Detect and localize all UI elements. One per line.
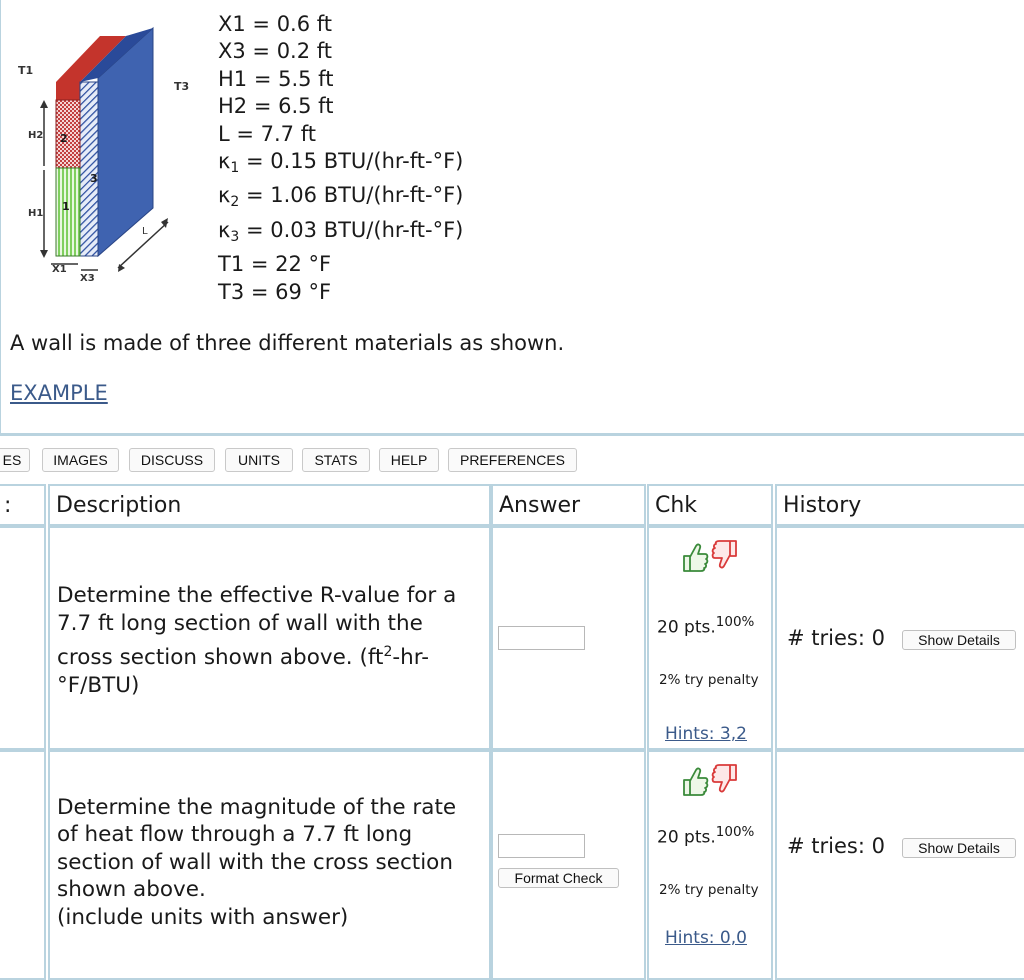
thumbs-up-icon[interactable] [679, 538, 709, 574]
row1-answer-input[interactable] [498, 626, 585, 650]
format-check-button[interactable]: Format Check [498, 868, 619, 888]
row2-desc-line: shown above. [57, 877, 206, 903]
row2-description [48, 750, 491, 980]
row1-description: Determine the effective R-value for a 7.7 ft long section of wall with the cross section shown above. $(ft^2-hr-^\circ F/BTU)$ [48, 526, 491, 750]
row1-show-details-button[interactable]: Show Details [902, 630, 1016, 650]
row2-show-details-button[interactable]: Show Details [902, 838, 1016, 858]
row2-try-penalty: 2% try penalty [659, 882, 759, 898]
wall-diagram [18, 18, 190, 293]
fig-label-h1: H1 [28, 208, 44, 219]
header-part: : [0, 484, 46, 526]
header-chk: Chk [647, 484, 773, 526]
tab-notes[interactable]: ES [0, 448, 30, 472]
row2-history-cell [775, 750, 1024, 980]
row1-chk-cell [647, 526, 773, 750]
question-table [0, 484, 1024, 978]
row2-answer-input[interactable] [498, 834, 585, 858]
fig-label-l: L [142, 226, 148, 237]
row2-desc-line: Determine the magnitude of the rate [57, 795, 457, 820]
given-k3: $\kappa_3 = 0.03$ BTU/(hr-ft-°F) [218, 217, 464, 245]
example-link[interactable]: EXAMPLE [10, 381, 108, 405]
row2-part-cell [0, 750, 46, 980]
row2-chk-cell [647, 750, 773, 980]
header-description: Description [48, 484, 491, 526]
given-t1: T1 = 22 °F [218, 252, 332, 277]
given-h2: H2 = 6.5 ft [218, 94, 334, 119]
tab-units[interactable]: UNITS [225, 448, 293, 472]
row2-tries: # tries: 0 [787, 834, 885, 858]
row1-hints-link[interactable]: Hints: 3,2 [665, 724, 747, 744]
row1-history-cell [775, 526, 1024, 750]
tab-discuss[interactable]: DISCUSS [129, 448, 215, 472]
given-k1: $\kappa_1 = 0.15$ BTU/(hr-ft-°F) [218, 149, 464, 177]
fig-label-material-3: 3 [90, 172, 98, 185]
row2-desc-line: of heat flow through a 7.7 ft long [57, 822, 413, 848]
row2-desc-line: (include units with answer) [57, 904, 349, 930]
problem-statement: A wall is made of three different materials as shown. [10, 331, 565, 355]
tab-preferences[interactable]: PREFERENCES [448, 448, 577, 472]
given-x3: X3 = 0.2 ft [218, 39, 333, 64]
fig-label-t1: T1 [18, 64, 34, 77]
fig-label-material-2: 2 [60, 132, 68, 145]
given-h1: H1 = 5.5 ft [218, 66, 334, 91]
row2-hints-link[interactable]: Hints: 0,0 [665, 928, 747, 948]
row2-points: 20 pts.$^{100\%}$ [657, 824, 755, 848]
row1-tries: # tries: 0 [787, 626, 885, 650]
fig-label-x3: X3 [80, 273, 95, 284]
header-answer: Answer [491, 484, 646, 526]
given-k2: $\kappa_2 = 1.06$ BTU/(hr-ft-°F) [218, 183, 464, 211]
tab-help[interactable]: HELP [379, 448, 439, 472]
fig-label-material-1: 1 [62, 200, 70, 213]
row2-desc-line: section of wall with the cross section [57, 849, 453, 875]
thumbs-down-icon[interactable] [711, 538, 741, 574]
fig-label-t3: T3 [174, 80, 190, 93]
row1-try-penalty: 2% try penalty [659, 672, 759, 688]
row1-part-cell [0, 526, 46, 750]
given-x1: X1 = 0.6 ft [218, 12, 333, 36]
given-values [218, 11, 463, 306]
row1-points: 20 pts.$^{100\%}$ [657, 614, 755, 638]
fig-label-h2: H2 [28, 130, 44, 141]
given-t3: T3 = 69 °F [218, 279, 332, 304]
thumbs-down-icon[interactable] [711, 762, 741, 798]
tab-stats[interactable]: STATS [302, 448, 370, 472]
tab-images[interactable]: IMAGES [42, 448, 119, 472]
header-history: History [775, 484, 1024, 526]
row1-answer-cell [491, 526, 646, 750]
fig-label-x1: X1 [52, 264, 67, 275]
wall-figure [18, 18, 190, 293]
row2-answer-cell [491, 750, 646, 980]
given-l: L = 7.7 ft [218, 121, 316, 146]
thumbs-up-icon[interactable] [679, 762, 709, 798]
